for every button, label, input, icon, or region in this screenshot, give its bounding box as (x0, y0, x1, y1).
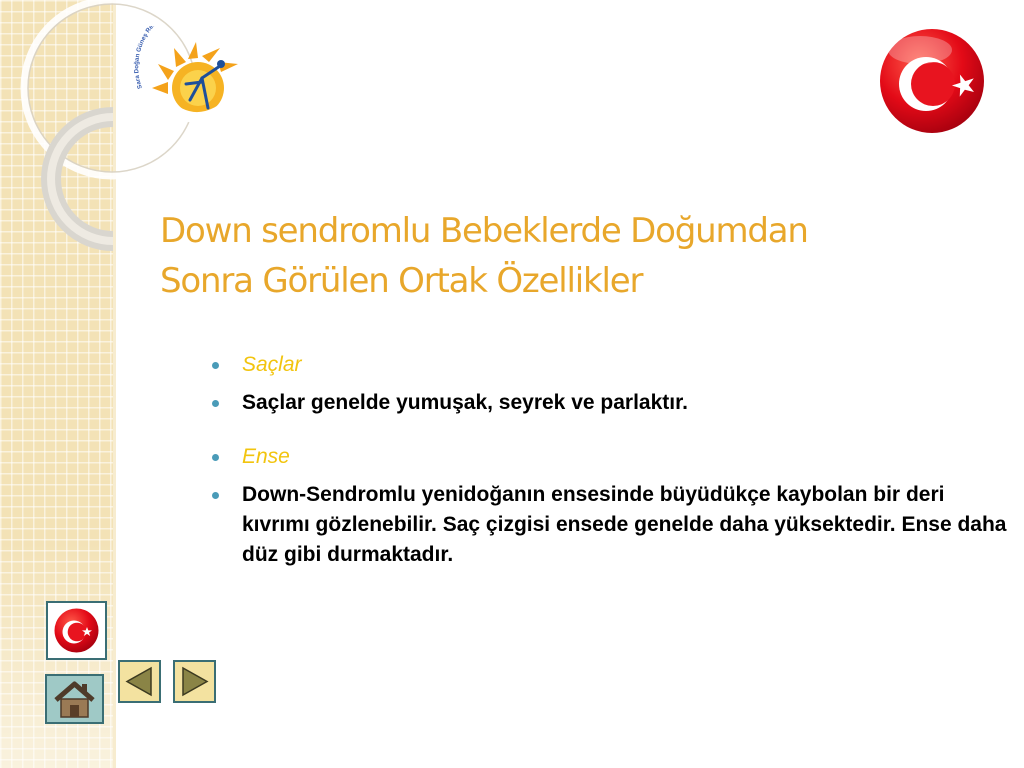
heading-text: Saçlar (242, 353, 302, 376)
item-text: Down-Sendromlu yenidoğanın ensesinde büyüdükçe kaybolan bir deri kıvrımı gözlenebilir. Saç çizgisi ensede genelde daha yüksektedir. Ense daha düz gibi durmaktadır. (242, 483, 1007, 566)
next-slide-button[interactable] (173, 660, 216, 703)
previous-slide-button[interactable] (118, 660, 161, 703)
slide-title (160, 206, 960, 306)
list-item-text (212, 480, 1012, 570)
turkish-flag-icon (48, 603, 105, 658)
logo-text: Sara Doğan Güneş Re (133, 26, 155, 90)
rehab-center-logo (128, 26, 260, 126)
flag-nav-button[interactable] (46, 601, 107, 660)
item-text: Saçlar genelde yumuşak, seyrek ve parlaktır. (242, 391, 688, 414)
list-item-heading (212, 350, 1012, 380)
title-line-1: Down sendromlu Bebeklerde Doğumdan (160, 211, 808, 251)
bullet-dot (212, 454, 219, 461)
spacer (212, 418, 1012, 442)
bullet-dot (212, 492, 219, 499)
triangle-right-icon (175, 662, 214, 701)
heading-text: Ense (242, 445, 290, 468)
home-icon (47, 676, 102, 722)
bullet-list (212, 350, 1012, 570)
bullet-dot (212, 400, 219, 407)
bullet-dot (212, 362, 219, 369)
sun-person-logo-icon (128, 26, 260, 126)
title-line-2: Sonra Görülen Ortak Özellikler (160, 261, 643, 301)
list-item-text (212, 388, 1012, 418)
turkish-flag-icon (876, 28, 988, 134)
triangle-left-icon (120, 662, 159, 701)
list-item-heading (212, 442, 1012, 472)
home-button[interactable] (45, 674, 104, 724)
